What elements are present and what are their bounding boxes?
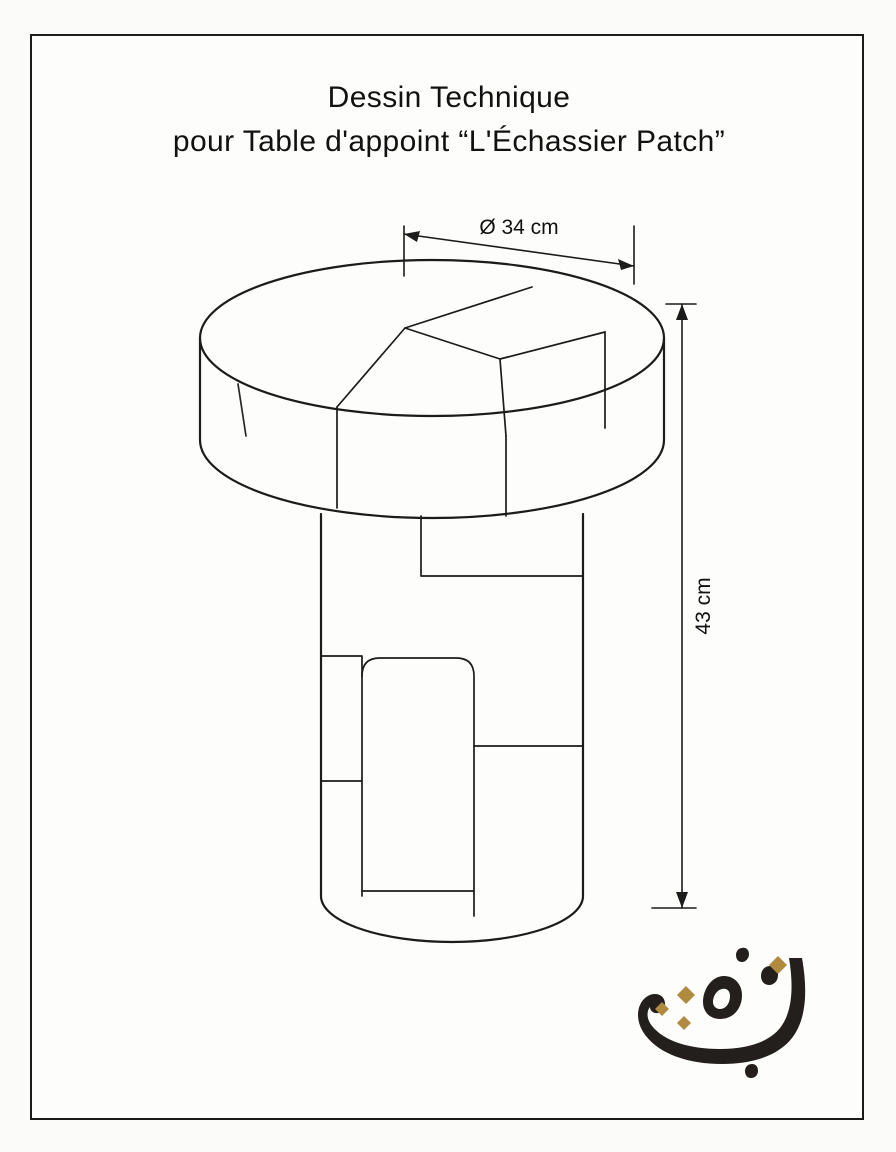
page-title-line-2: pour Table d'appoint “L'Échassier Patch” [172,125,726,158]
brand-logo [574,936,834,1096]
height-dimension-label: 43 cm [692,577,715,635]
pedestal-base [321,478,583,942]
page-title-line-1: Dessin Technique [327,81,571,114]
sheet-border-frame [30,34,864,1120]
top-surface-seams [294,286,605,436]
pedestal-seams [321,516,583,916]
height-dimension-line [652,304,696,908]
diameter-dimension-label: Ø 34 cm [479,216,559,239]
